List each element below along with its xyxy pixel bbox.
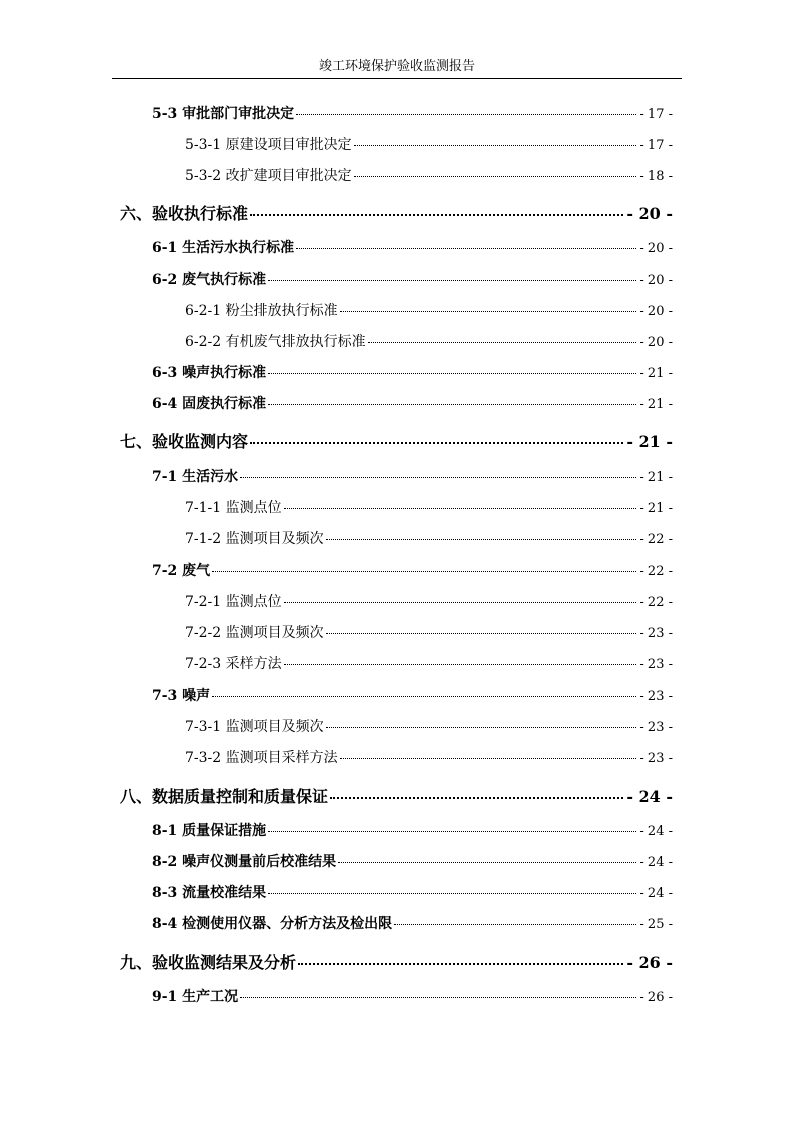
toc-entry-7-2-3[interactable]	[185, 653, 673, 673]
toc-entry-label: 7-3 噪声	[152, 688, 211, 704]
toc-entry-label: 7-2-1 监测点位	[185, 594, 282, 610]
dot-leader	[268, 404, 636, 405]
toc-chapter-label: 九、验收监测结果及分析	[120, 953, 297, 972]
toc-entry-7-2[interactable]	[152, 560, 673, 580]
toc-entry-5-3-2[interactable]	[185, 165, 673, 185]
toc-entry-label: 7-1-2 监测项目及频次	[185, 531, 324, 547]
toc-entry-page: - 26 -	[639, 990, 673, 1005]
toc-entry-label: 8-3 流量校准结果	[152, 885, 267, 901]
toc-entry-page: - 20 -	[639, 335, 673, 350]
toc-entry-page: - 21 -	[639, 366, 673, 381]
dot-leader	[340, 311, 637, 312]
dot-leader	[296, 248, 636, 249]
dot-leader	[284, 508, 637, 509]
toc-entry-page: - 20 -	[639, 241, 673, 256]
toc-chapter-page: - 20 -	[626, 204, 673, 223]
toc-entry-8-1[interactable]	[152, 820, 673, 840]
toc-entry-6-2-1[interactable]	[185, 300, 673, 320]
toc-entry-label: 6-2-1 粉尘排放执行标准	[185, 303, 338, 319]
dot-leader	[326, 727, 637, 728]
dot-leader	[268, 831, 636, 832]
toc-entry-page: - 20 -	[639, 304, 673, 319]
report-title: 竣工环境保护验收监测报告	[318, 59, 475, 74]
toc-entry-label: 6-4 固废执行标准	[152, 396, 267, 412]
toc-entry-7-3[interactable]	[152, 685, 673, 705]
toc-entry-6-3[interactable]	[152, 362, 673, 382]
toc-entry-page: - 23 -	[639, 720, 673, 735]
toc-entry-label: 7-3-1 监测项目及频次	[185, 719, 324, 735]
dot-leader	[394, 924, 636, 925]
dot-leader	[330, 797, 623, 799]
toc-entry-label: 8-2 噪声仪测量前后校准结果	[152, 854, 337, 870]
toc-entry-7-2-2[interactable]	[185, 622, 673, 642]
toc-entry-label: 5-3-2 改扩建项目审批决定	[185, 168, 352, 184]
toc-chapter-label: 六、验收执行标准	[120, 204, 249, 223]
toc-chapter-7[interactable]	[120, 429, 673, 452]
toc-entry-5-3-1[interactable]	[185, 134, 673, 154]
toc-entry-label: 8-1 质量保证措施	[152, 823, 267, 839]
toc-entry-page: - 22 -	[639, 532, 673, 547]
toc-chapter-6[interactable]	[120, 201, 673, 224]
toc-entry-page: - 23 -	[639, 626, 673, 641]
dot-leader	[268, 280, 636, 281]
toc-entry-9-1[interactable]	[152, 986, 673, 1006]
dot-leader	[354, 145, 637, 146]
toc-entry-6-2-2[interactable]	[185, 331, 673, 351]
toc-entry-label: 8-4 检测使用仪器、分析方法及检出限	[152, 916, 393, 932]
toc-entry-page: - 24 -	[639, 886, 673, 901]
toc-entry-page: - 21 -	[639, 397, 673, 412]
toc-entry-7-3-1[interactable]	[185, 716, 673, 736]
dot-leader	[298, 963, 623, 965]
toc-entry-label: 7-2 废气	[152, 563, 211, 579]
toc-entry-page: - 23 -	[639, 657, 673, 672]
toc-entry-label: 7-2-2 监测项目及频次	[185, 625, 324, 641]
toc-entry-label: 7-1-1 监测点位	[185, 500, 282, 516]
dot-leader	[338, 862, 636, 863]
toc-entry-label: 5-3-1 原建设项目审批决定	[185, 137, 352, 153]
dot-leader	[284, 602, 637, 603]
toc-chapter-9[interactable]	[120, 950, 673, 973]
toc-entry-6-2[interactable]	[152, 269, 673, 289]
toc-entry-label: 7-1 生活污水	[152, 469, 239, 485]
toc-entry-page: - 23 -	[639, 689, 673, 704]
toc-entry-8-2[interactable]	[152, 851, 673, 871]
toc-entry-label: 5-3 审批部门审批决定	[152, 106, 295, 122]
dot-leader	[368, 342, 637, 343]
toc-entry-label: 6-2 废气执行标准	[152, 272, 267, 288]
toc-entry-page: - 22 -	[639, 595, 673, 610]
dot-leader	[354, 176, 637, 177]
toc-entry-label: 9-1 生产工况	[152, 989, 239, 1005]
toc-entry-7-1-1[interactable]	[185, 497, 673, 517]
dot-leader	[212, 571, 636, 572]
dot-leader	[268, 893, 636, 894]
dot-leader	[284, 664, 637, 665]
toc-entry-page: - 20 -	[639, 273, 673, 288]
toc-entry-page: - 24 -	[639, 824, 673, 839]
toc-entry-7-2-1[interactable]	[185, 591, 673, 611]
toc-chapter-page: - 26 -	[626, 953, 673, 972]
dot-leader	[340, 758, 637, 759]
toc-entry-7-3-2[interactable]	[185, 747, 673, 767]
toc-entry-page: - 17 -	[639, 107, 673, 122]
dot-leader	[268, 373, 636, 374]
toc-chapter-page: - 24 -	[626, 787, 673, 806]
dot-leader	[240, 997, 636, 998]
toc-entry-page: - 17 -	[639, 138, 673, 153]
toc-entry-8-4[interactable]	[152, 913, 673, 933]
toc-entry-6-4[interactable]	[152, 393, 673, 413]
toc-entry-label: 6-1 生活污水执行标准	[152, 240, 295, 256]
dot-leader	[326, 539, 637, 540]
toc-entry-page: - 23 -	[639, 751, 673, 766]
dot-leader	[250, 442, 623, 444]
dot-leader	[326, 633, 637, 634]
toc-entry-page: - 25 -	[639, 917, 673, 932]
dot-leader	[212, 696, 636, 697]
toc-chapter-label: 七、验收监测内容	[120, 432, 249, 451]
toc-entry-label: 6-2-2 有机废气排放执行标准	[185, 334, 366, 350]
toc-entry-label: 6-3 噪声执行标准	[152, 365, 267, 381]
toc-entry-8-3[interactable]	[152, 882, 673, 902]
toc-entry-6-1[interactable]	[152, 237, 673, 257]
toc-entry-page: - 21 -	[639, 501, 673, 516]
toc-chapter-page: - 21 -	[626, 432, 673, 451]
dot-leader	[296, 114, 636, 115]
dot-leader	[240, 477, 636, 478]
toc-entry-page: - 24 -	[639, 855, 673, 870]
toc-entry-7-1-2[interactable]	[185, 528, 673, 548]
dot-leader	[250, 214, 623, 216]
toc-entry-page: - 22 -	[639, 564, 673, 579]
toc-chapter-8[interactable]	[120, 784, 673, 807]
toc-entry-page: - 21 -	[639, 470, 673, 485]
toc-entry-7-1[interactable]	[152, 466, 673, 486]
toc-entry-label: 7-2-3 采样方法	[185, 656, 282, 672]
toc-entry-5-3[interactable]	[152, 103, 673, 123]
toc-entry-label: 7-3-2 监测项目采样方法	[185, 750, 338, 766]
toc-entry-page: - 18 -	[639, 169, 673, 184]
toc-chapter-label: 八、数据质量控制和质量保证	[120, 787, 329, 806]
